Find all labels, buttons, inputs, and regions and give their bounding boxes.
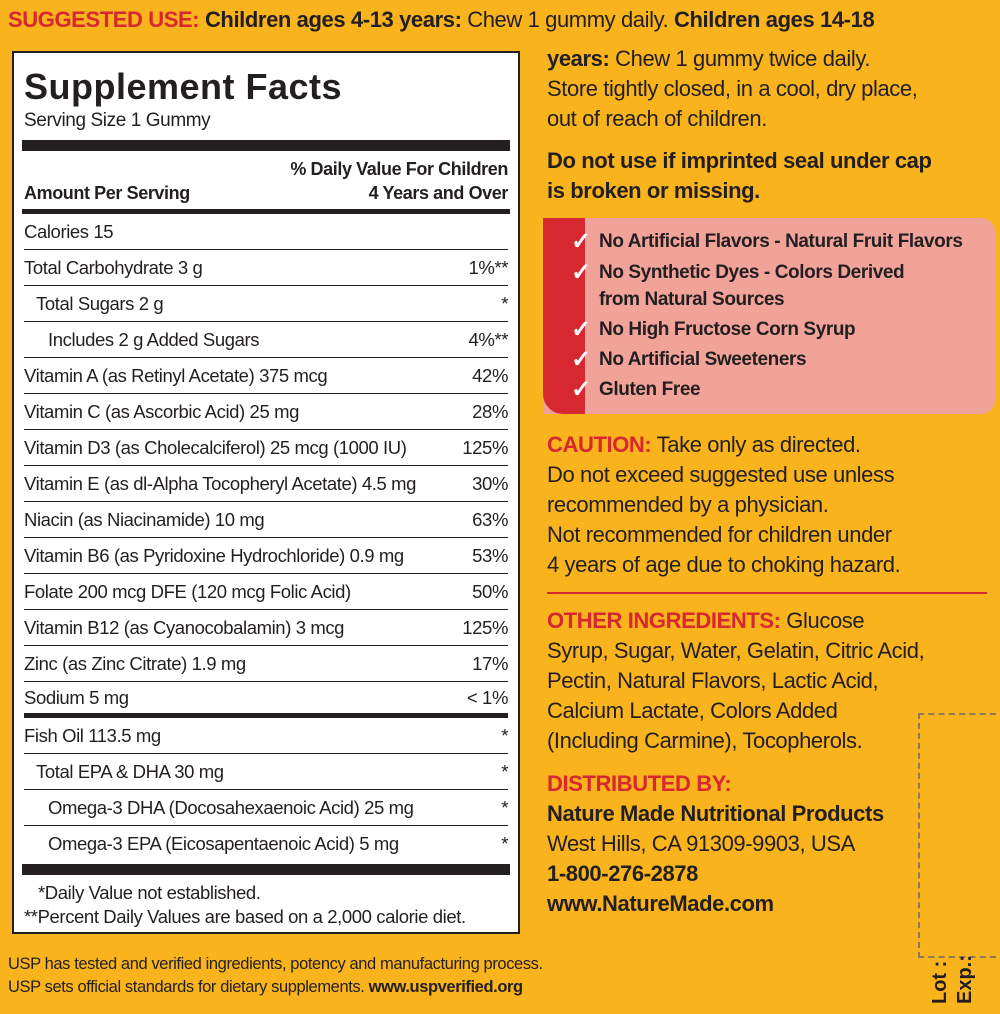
nutrient-dv: 125% [462, 616, 508, 638]
claim-text: No High Fructose Corn Syrup [599, 319, 856, 340]
dv-header-line-1: % Daily Value For Children [290, 159, 508, 179]
nutrient-name: Vitamin D3 (as Cholecalciferol) 25 mcg (1000 IU) [24, 436, 407, 458]
suggested-use-label: SUGGESTED USE: [8, 7, 200, 32]
nutrient-dv: 53% [472, 544, 508, 566]
nutrient-dv: 1%** [468, 256, 508, 278]
nutrient-dv: 17% [472, 652, 508, 674]
company-phone: 1-800-276-2878 [547, 861, 698, 886]
dv-header [290, 157, 508, 205]
nutrient-name: Fish Oil 113.5 mg [24, 724, 161, 746]
footnote-2: **Percent Daily Values are based on a 2,000 calorie diet. [24, 906, 466, 927]
seal-line-2: is broken or missing. [547, 178, 760, 203]
nutrient-dv: 125% [462, 436, 508, 458]
claims-box [543, 218, 995, 414]
check-icon: ✓ [571, 346, 591, 373]
lot-label: Lot : [929, 960, 951, 1004]
company-name: Nature Made Nutritional Products [547, 801, 884, 826]
facts-title: Supplement Facts [24, 66, 343, 107]
serving-size: Serving Size 1 Gummy [24, 110, 211, 131]
suggested-use-dose-a: Chew 1 gummy daily. [461, 7, 675, 32]
claim-item [563, 259, 993, 313]
footnote-1: *Daily Value not established. [38, 882, 261, 903]
claim-item [563, 316, 993, 343]
suggested-use-dose-b: Chew 1 gummy twice daily. [609, 46, 871, 71]
facts-footnotes [24, 875, 508, 929]
facts-row-omega3-epa [24, 826, 508, 862]
caution-label: CAUTION: [547, 432, 652, 457]
check-icon: ✓ [571, 376, 591, 403]
facts-row-added-sugars [24, 322, 508, 358]
facts-row-folate [24, 574, 508, 610]
ingredients-line-2: Syrup, Sugar, Water, Gelatin, Citric Acid, [547, 638, 925, 663]
other-ingredients-label: OTHER INGREDIENTS: [547, 608, 781, 633]
check-icon: ✓ [571, 259, 591, 286]
ingredients-line-4: Calcium Lactate, Colors Added [547, 698, 838, 723]
caution-line-2: Do not exceed suggested use unless [547, 462, 895, 487]
facts-row-niacin [24, 502, 508, 538]
nutrient-name: Total Carbohydrate 3 g [24, 256, 203, 278]
nutrient-name: Vitamin A (as Retinyl Acetate) 375 mcg [24, 364, 328, 386]
nutrient-dv: * [501, 760, 508, 782]
facts-row-calories [24, 214, 508, 250]
suggested-use [8, 4, 993, 35]
nutrient-name: Vitamin E (as dl-Alpha Tocopheryl Acetate) 4.5 mg [24, 472, 417, 494]
nutrient-dv: * [501, 292, 508, 314]
usp-statement [8, 953, 543, 999]
nutrient-dv: 42% [472, 364, 508, 386]
usp-url: www.uspverified.org [368, 978, 523, 996]
ingredients-line-1: Glucose [780, 608, 865, 633]
ingredients-line-3: Pectin, Natural Flavors, Lactic Acid, [547, 668, 879, 693]
nutrient-dv: 28% [472, 400, 508, 422]
thick-divider [22, 140, 510, 151]
nutrient-name: Includes 2 g Added Sugars [48, 328, 260, 350]
claim-text: Gluten Free [599, 379, 701, 400]
nutrient-name: Niacin (as Niacinamide) 10 mg [24, 508, 265, 530]
nutrient-name: Folate 200 mcg DFE (120 mcg Folic Acid) [24, 580, 351, 602]
nutrient-name: Total Sugars 2 g [36, 292, 164, 314]
caution-line-4: Not recommended for children under [547, 522, 892, 547]
check-icon: ✓ [571, 228, 591, 255]
nutrient-name: Omega-3 EPA (Eicosapentaenoic Acid) 5 mg [48, 833, 399, 854]
company-website: www.NatureMade.com [547, 891, 774, 916]
suggested-use-age-b-cont: years: [547, 46, 610, 71]
facts-row-vitamin-e [24, 466, 508, 502]
suggested-use-age-a: Children ages 4-13 years: [204, 7, 462, 32]
facts-row-vitamin-c [24, 394, 508, 430]
facts-row-carbohydrate [24, 250, 508, 286]
lot-exp-box [918, 713, 996, 958]
supplement-facts-panel [12, 51, 520, 934]
facts-row-omega3-dha [24, 790, 508, 826]
nutrient-dv: 30% [472, 472, 508, 494]
nutrient-name: Vitamin C (as Ascorbic Acid) 25 mg [24, 400, 299, 422]
facts-row-vitamin-a [24, 358, 508, 394]
caution-section [547, 430, 987, 580]
seal-warning [547, 146, 987, 206]
facts-row-fish-oil [24, 718, 508, 754]
suggested-use-age-b: Children ages 14-18 [674, 7, 875, 32]
storage-line-2: out of reach of children. [547, 106, 767, 131]
ingredients-line-5: (Including Carmine), Tocopherols. [547, 728, 863, 753]
facts-row-epa-dha [24, 754, 508, 790]
nutrient-name: Vitamin B12 (as Cyanocobalamin) 3 mcg [24, 616, 345, 638]
nutrient-dv: 63% [472, 508, 508, 530]
check-icon: ✓ [571, 316, 591, 343]
caution-line-1: Take only as directed. [651, 432, 861, 457]
claim-text: No Artificial Sweeteners [599, 349, 807, 370]
facts-row-vitamin-b6 [24, 538, 508, 574]
facts-row-sugars [24, 286, 508, 322]
facts-row-vitamin-d3 [24, 430, 508, 466]
amount-header: Amount Per Serving [24, 183, 190, 203]
nutrient-dv: * [501, 796, 508, 818]
nutrient-name: Omega-3 DHA (Docosahexaenoic Acid) 25 mg [48, 796, 414, 818]
claim-item [563, 228, 993, 255]
caution-line-5: 4 years of age due to choking hazard. [547, 552, 901, 577]
facts-row-sodium [24, 682, 508, 718]
distributed-label: DISTRIBUTED BY: [547, 771, 732, 796]
nutrient-dv: < 1% [466, 686, 508, 708]
facts-row-zinc [24, 646, 508, 682]
nutrient-name: Vitamin B6 (as Pyridoxine Hydrochloride) 0.9 mg [24, 544, 404, 566]
red-divider [547, 592, 987, 594]
exp-label: Exp.: [954, 955, 976, 1004]
thick-divider-bottom [22, 864, 510, 875]
nutrient-dv: * [501, 724, 508, 746]
storage-line-1: Store tightly closed, in a cool, dry place, [547, 76, 918, 101]
nutrient-name: Sodium 5 mg [24, 686, 129, 708]
seal-line-1: Do not use if imprinted seal under cap [547, 148, 932, 173]
nutrient-dv: * [501, 833, 508, 854]
usp-line-2: USP sets official standards for dietary supplements. [8, 978, 369, 996]
claim-item [563, 346, 993, 373]
nutrient-dv: 50% [472, 580, 508, 602]
claim-text: No Artificial Flavors - Natural Fruit Flavors [599, 231, 963, 252]
facts-row-vitamin-b12 [24, 610, 508, 646]
claim-item [563, 376, 993, 403]
suggested-use-continued [547, 44, 987, 134]
dv-header-line-2: 4 Years and Over [368, 183, 508, 203]
usp-line-1: USP has tested and verified ingredients, potency and manufacturing process. [8, 955, 543, 973]
company-address: West Hills, CA 91309-9903, USA [547, 831, 855, 856]
nutrient-name: Calories 15 [24, 220, 114, 242]
claim-text: No Synthetic Dyes - Colors Derived from Natural Sources [599, 262, 905, 310]
nutrient-name: Total EPA & DHA 30 mg [36, 760, 224, 782]
nutrient-dv: 4%** [468, 328, 508, 350]
facts-header-row [24, 151, 508, 209]
caution-line-3: recommended by a physician. [547, 492, 829, 517]
nutrient-name: Zinc (as Zinc Citrate) 1.9 mg [24, 652, 246, 674]
